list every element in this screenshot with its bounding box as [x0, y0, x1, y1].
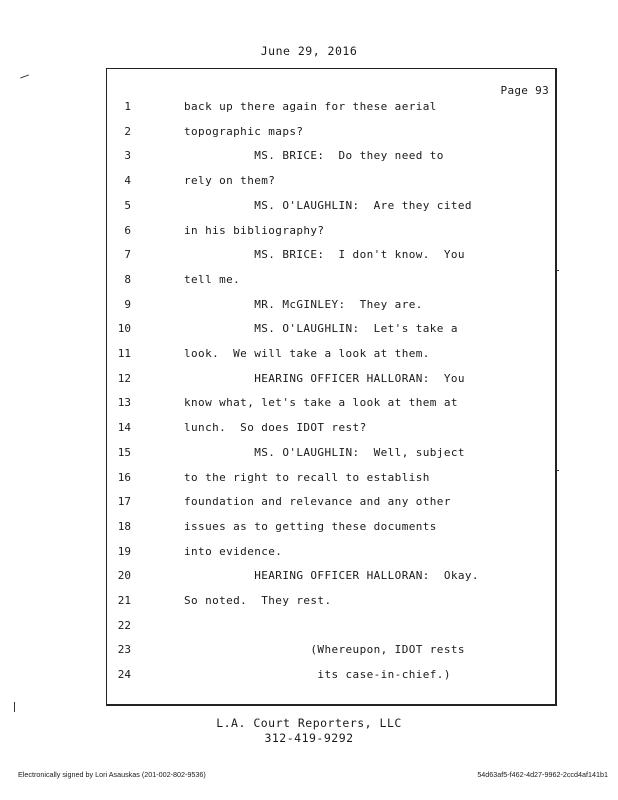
line-number: 11 [117, 347, 131, 360]
line-text: MR. McGINLEY: They are. [184, 297, 423, 311]
line-text: MS. O'LAUGHLIN: Let's take a [184, 322, 458, 336]
transcript-line [107, 443, 555, 463]
line-text: rely on them? [184, 174, 276, 188]
line-number: 8 [124, 272, 131, 286]
transcript-line [107, 369, 555, 389]
transcript-line [107, 591, 555, 611]
line-text: MS. BRICE: Do they need to [184, 149, 444, 163]
transcript-line [107, 295, 555, 315]
transcript-line [107, 245, 555, 265]
transcript-line [107, 616, 555, 636]
line-text: HEARING OFFICER HALLORAN: Okay. [184, 569, 479, 583]
document-id: 54d63af5-f462-4d27-9962-2ccd4af141b1 [477, 770, 608, 779]
line-text: to the right to recall to establish [184, 470, 430, 484]
transcript-line [107, 393, 555, 413]
line-number: 12 [117, 371, 131, 385]
line-text: MS. O'LAUGHLIN: Are they cited [184, 198, 472, 212]
line-text: topographic maps? [184, 124, 304, 138]
line-number: 15 [117, 445, 131, 459]
line-number: 7 [124, 248, 131, 262]
line-text: MS. O'LAUGHLIN: Well, subject [184, 445, 465, 459]
line-text: (Whereupon, IDOT rests [184, 643, 465, 657]
line-number: 23 [117, 643, 131, 657]
line-text: know what, let's take a look at them at [184, 396, 458, 410]
line-number: 16 [117, 470, 131, 484]
line-text: its case-in-chief.) [184, 668, 451, 682]
line-text: HEARING OFFICER HALLORAN: You [184, 371, 465, 385]
line-number: 6 [124, 223, 131, 237]
transcript-line [107, 542, 555, 562]
transcript-line [107, 270, 555, 290]
transcript-page-frame [106, 68, 557, 706]
line-text: in his bibliography? [184, 223, 325, 237]
line-number: 18 [117, 519, 131, 533]
line-text: issues as to getting these documents [184, 519, 437, 533]
line-text: So noted. They rest. [184, 594, 332, 607]
transcript-line [107, 492, 555, 512]
line-text: tell me. [184, 272, 241, 286]
line-number: 24 [117, 668, 131, 682]
transcript-line [107, 418, 555, 438]
line-text: back up there again for these aerial [184, 100, 437, 113]
transcript-line [107, 344, 555, 364]
scan-mark [556, 470, 559, 471]
scan-mark [20, 74, 29, 78]
transcript-line [107, 171, 555, 191]
electronic-signature-note: Electronically signed by Lori Asauskas (201-002-802-9536) [18, 770, 206, 779]
line-number: 17 [117, 495, 131, 509]
transcript-line [107, 146, 555, 166]
line-number: 3 [124, 149, 131, 163]
line-text: look. We will take a look at them. [184, 347, 430, 360]
transcript-line [107, 566, 555, 586]
line-number: 22 [117, 618, 131, 632]
line-number: 20 [117, 569, 131, 583]
transcript-line [107, 122, 555, 142]
transcript-line [107, 221, 555, 241]
reporter-company: L.A. Court Reporters, LLC [216, 716, 402, 730]
transcript-line [107, 319, 555, 339]
line-text: lunch. So does IDOT rest? [184, 421, 367, 435]
transcript-date: June 29, 2016 [260, 44, 358, 58]
scan-mark [14, 702, 15, 712]
line-text: into evidence. [184, 544, 283, 558]
scan-mark [556, 270, 559, 271]
line-text: foundation and relevance and any other [184, 495, 451, 509]
transcript-line [107, 468, 555, 488]
transcript-line [107, 665, 555, 685]
line-number: 2 [124, 124, 131, 138]
line-text: MS. BRICE: I don't know. You [184, 248, 465, 262]
transcript-line [107, 640, 555, 660]
line-number: 10 [117, 322, 131, 336]
line-number: 4 [124, 174, 131, 188]
line-number: 5 [124, 198, 131, 212]
reporter-phone: 312-419-9292 [264, 731, 354, 745]
page-number: Page 93 [500, 84, 549, 97]
transcript-line [107, 196, 555, 216]
transcript-line [107, 517, 555, 537]
line-number: 19 [117, 544, 131, 558]
line-number: 13 [117, 396, 131, 410]
line-number: 21 [117, 594, 131, 607]
line-number: 14 [117, 421, 131, 435]
transcript-line [107, 97, 555, 117]
line-number: 1 [124, 100, 131, 113]
line-number: 9 [124, 297, 131, 311]
